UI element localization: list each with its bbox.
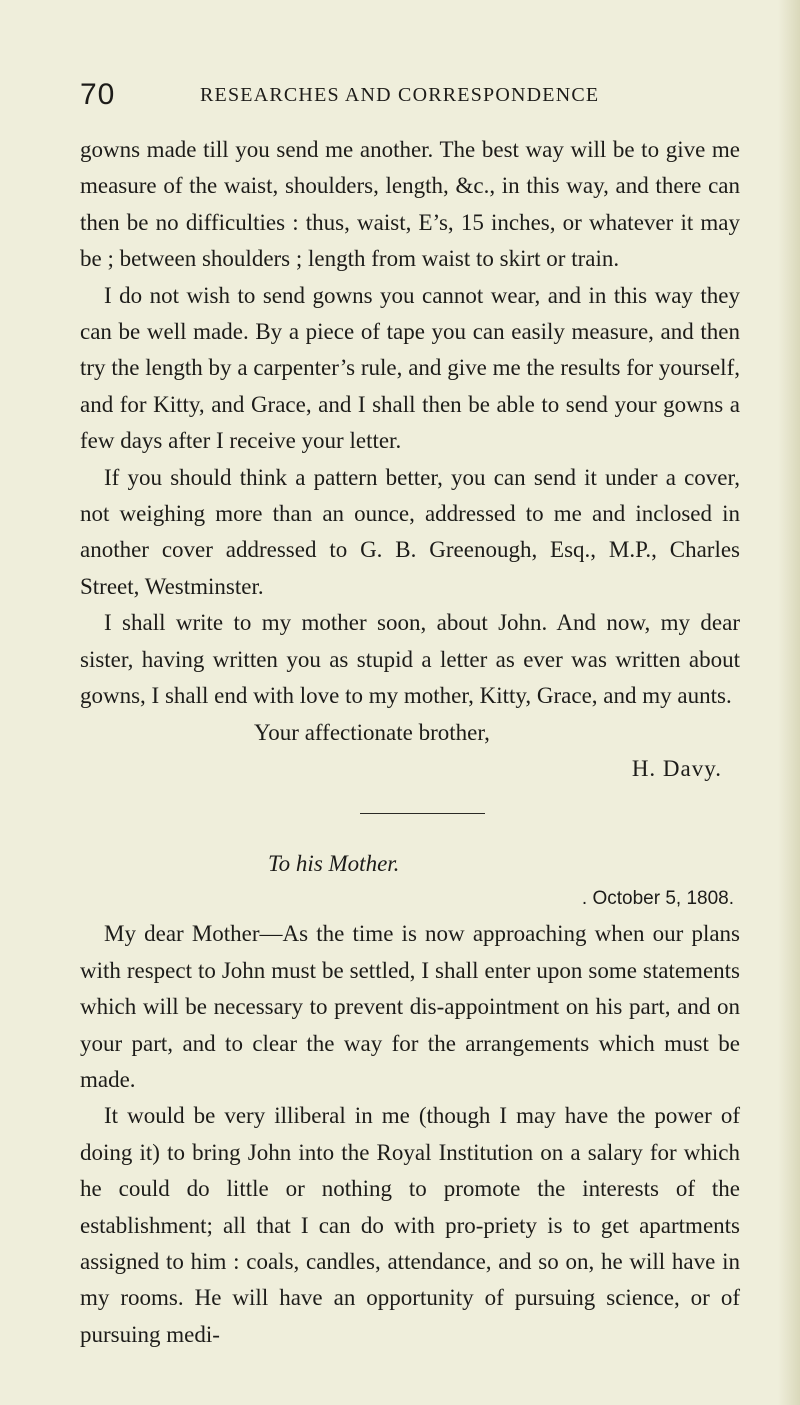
section-divider [360,813,485,814]
letter-date: . October 5, 1808. [581,888,734,910]
paragraph: It would be very illiberal in me (though I may have the power of doing it) to bring John into the Royal Institution on a salary for which he could do little or nothing to promote the interests of the establishment; all that I can do with pro-priety is to get apartments assigned to him : coals, candles, attendance, and so on, he will have in my rooms. He will have an opportunity of pursuing science, or of pursuing medi- [80,1103,740,1347]
letter-signature: H. Davy. [631,755,722,781]
paragraph: I do not wish to send gowns you cannot wear, and in this way they can be well made. By a piece of tape you can easily measure, and then try the length by a carpenter’s rule, and give me the results for yourself, and for Kitty, and Grace, and I shall then be able to send your gowns a few days after I receive your letter. [80,282,740,454]
paragraph: gowns made till you send me another. The best way will be to give me measure of the waist, shoulders, length, &c., in this way, and there can then be no difficulties : thus, waist, E’s, 15 inches, or whatever it may be ; between shoulders ; length from waist to skirt or train. [80,137,740,272]
letter-heading: To his Mother. [268,851,400,877]
paragraph: I shall write to my mother soon, about John. And now, my dear sister, having written you as stupid a letter as ever was written about gowns, I shall end with love to my mother, Kitty, Grace, and my aunts. [80,610,740,709]
paragraph: My dear Mother—As the time is now approaching when our plans with respect to John must be settled, I shall enter upon some statements which will be necessary to prevent dis-appointment on his part, and on your part, and to clear the way for the arrangements which must be made. [80,921,740,1092]
paragraph: If you should think a pattern better, you can send it under a cover, not weighing more than an ounce, addressed to me and inclosed in another cover addressed to G. B. Greenough, Esq., M.P., Charles Street, Westminster. [80,464,740,599]
body-text [80,132,740,1353]
running-head: RESEARCHES AND CORRESPONDENCE [200,84,600,106]
page-number: 70 [80,78,116,111]
page-edge-shadow [778,0,800,1405]
letter-closing: Your affectionate brother, [254,719,490,745]
page-header [80,78,740,118]
